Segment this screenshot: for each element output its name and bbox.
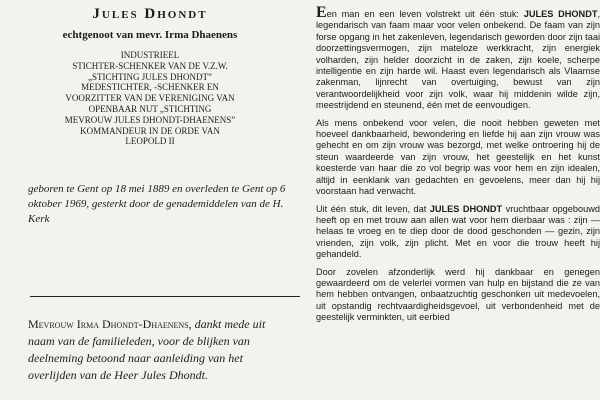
title-line: KOMMANDEUR IN DE ORDE VAN [80, 125, 220, 136]
widow-name: Mevrouw Irma Dhondt-Dhaenens, [28, 317, 192, 331]
paragraph-1-text-a: en man en een leven volstrekt uit één stuk: [326, 9, 519, 19]
paragraph-3-text-b: vruchtbaar opgebouwd heeft op en met trouw aan allen wat voor hem dierbaar was : zijn — helaas te vroeg en te diep door de dood geschonden — gezin, zijn vrienden, zijn volk, zijn plicht. Met en voor die trouw heeft hij gehandeld. [316, 203, 600, 260]
thanks-block [28, 316, 294, 384]
drop-cap: E [316, 4, 327, 21]
title-line: INDUSTRIEEL [120, 50, 180, 60]
right-column [316, 0, 600, 400]
spouse-line: echtgenoot van mevr. Irma Dhaenens [62, 29, 238, 41]
deceased-name: Jules Dhondt [92, 6, 208, 22]
title-line: MEVROUW JULES DHONDT-DHAENENS” [64, 114, 236, 125]
paragraph-1 [316, 4, 600, 112]
divider [30, 296, 300, 297]
titles-block [20, 50, 280, 147]
paragraph-1-text-b: , legendarisch van faam maar voor velen onbekend. De faam van zijn forse opgang in het zakenleven, legendarisch geworden door zijn taai doorzettingsvermogen, zijn mateloze werkkracht, zijn energiek volharden, zijn helder doorzicht in de zaken, zijn koele, scherpe intelligentie en zijn harde wil. Haast even legendarisch als Vlaamse zakenman, lijnrecht van overtuiging, bewust van zijn verantwoordelijkheid voor zijn volk, waar hij middenin wilde zijn, meestrijdend en steunend, één met de eenvoudigen. [316, 9, 600, 111]
name-emphasis: JULES DHONDT [523, 9, 598, 19]
paragraph-2: Als mens onbekend voor velen, die nooit hebben geweten met hoeveel dankbaarheid, bewondering en liefde hij aan zijn vrouw was gehecht en om zijn vrouw was bezorgd, met welke ontroering hij de steun waardeerde van zijn vrouw, het geestelijk en het kunst koesterde van haar die zo vol begrip was voor hem en zijn idealen, altijd in eenklank van gedachten en gevoelens, meer dan hij hij voorstaan had verwacht. [316, 117, 600, 197]
title-line: OPENBAAR NUT „STICHTING [88, 103, 212, 114]
title-line: VOORZITTER VAN DE VERENIGING VAN [65, 93, 235, 104]
name-emphasis: JULES DHONDT [429, 203, 503, 214]
title-line: „STICHTING JULES DHONDT” [88, 71, 212, 82]
title-line: LEOPOLD II [125, 136, 175, 147]
title-line: STICHTER-SCHENKER VAN DE V.Z.W. [72, 60, 228, 71]
birth-death-text: geboren te Gent op 18 mei 1889 en overleden te Gent op 6 oktober 1969, gesterkt door de genademiddelen van de H. Kerk [28, 183, 286, 225]
paragraph-3-text-a: Uit één stuk, dit leven, dat [316, 203, 427, 214]
paragraph-3 [316, 204, 600, 261]
title-line: MEDESTICHTER, -SCHENKER EN [81, 82, 219, 93]
thanks-text: dankt mede uit naam van de familieleden, voor de blijken van deelneming betoond naar aanleiding van het overlijden van de Heer Jules Dhondt. [28, 317, 266, 382]
paragraph-4: Door zovelen afzonderlijk werd hij dankbaar en genegen gewaardeerd om de velerlei vormen van hulp en bijstand die ze van hem hebben ontvangen, onbaatzuchtig geschonken uit medevoelen, uit opstandig rechtvaardigheidsgevoel, uit verbondenheid met de geestelijk verminkten, uit eerbied [316, 266, 600, 323]
